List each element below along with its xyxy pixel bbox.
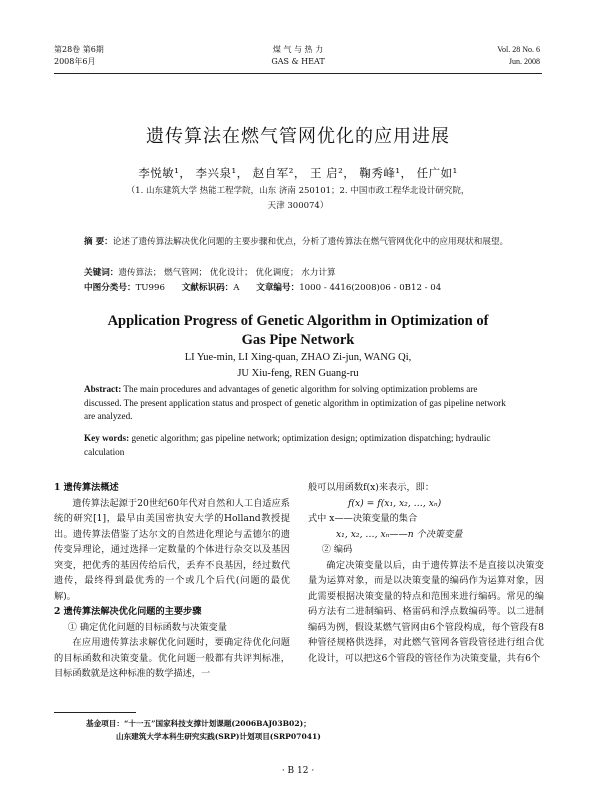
article-title-cn: 遗传算法在燃气管网优化的应用进展 <box>146 126 450 147</box>
right-paragraph-2: 确定决策变量以后，由于遗传算法不是直接以决策变量为运算对象，而是以决策变量的编码作为运算对象，因此需要根据决策变量的特点和范围来进行编码。常见的编码方法有二进制编码、格雷码和浮点数编码等。以二进制编码为例，假设某燃气管网由6个管段构成，每个管段有8种管径规格供选择，对此燃气管网各管段管径进行组合优化设计，可以把这6个管段的管径作为决策变量，共有6个 <box>308 559 544 664</box>
funding-note <box>86 717 546 743</box>
objective-formula: f(x) = f(x₁, x₂, …, xₙ) <box>348 497 442 509</box>
keywords-cn-label: 关键词： <box>84 268 119 278</box>
section-1-heading: 1 遗传算法概述 <box>54 482 119 493</box>
affiliation-line-2: 天津 300074） <box>267 201 329 211</box>
header-volume: 第28卷 第6期 <box>54 45 104 54</box>
classification-line <box>84 281 514 295</box>
affiliation-cn <box>0 184 596 214</box>
article-no-value: 1000 - 4416(2008)06 - 0B12 - 04 <box>299 283 442 293</box>
affiliation-line-1: （1. 山东建筑大学 热能工程学院，山东 济南 250101；2. 中国市政工程华北设计研究院， <box>126 186 470 196</box>
header-rule <box>54 73 542 74</box>
abstract-en <box>84 383 514 424</box>
keywords-en-text: genetic algorithm; gas pipeline network; optimization design; optimization dispatching; hydraulic calculation <box>84 433 491 457</box>
body-right-column <box>308 480 544 666</box>
doc-code-value: A <box>233 283 240 293</box>
funding-line-2: 山东建筑大学本科生研究实践(SRP)计划项目(SRP07041) <box>116 732 321 741</box>
header-date-cn: 2008年6月 <box>54 57 96 66</box>
authors-cn: 李悦敏¹， 李兴泉¹， 赵自军²， 王 启²， 鞠秀峰¹， 任广如¹ <box>138 166 458 180</box>
section-2-paragraph: 在应用遗传算法求解优化问题时，要确定待优化问题的目标函数和决策变量。优化问题一般都有共评判标准，目标函数就是这种标准的数学描述，一 <box>54 637 290 679</box>
authors-en-line-2: JU Xiu-feng, REN Guang-ru <box>237 368 359 379</box>
formula-where-line-2: x₁, x₂, …, xₙ——n 个决策变量 <box>336 528 463 540</box>
header-journal-cn: 煤 气 与 热 力 <box>272 45 324 54</box>
page-number: · B 12 · <box>281 766 315 776</box>
keywords-en <box>84 432 514 459</box>
step-1-heading: ① 确定优化问题的目标函数与决策变量 <box>67 621 227 633</box>
funding-line-1: 基金项目：“十一五”国家科技支撑计划课题(2006BAJ03B02)； <box>86 719 311 728</box>
abstract-cn-text: 论述了遗传算法解决优化问题的主要步骤和优点，分析了遗传算法在燃气管网优化中的应用现状和展望。 <box>112 237 509 247</box>
abstract-cn <box>84 235 514 249</box>
authors-en-line-1: LI Yue-min, LI Xing-quan, ZHAO Zi-jun, WANG Qi, <box>184 352 412 363</box>
header-date-en: Jun. 2008 <box>508 57 540 66</box>
right-paragraph-1: 般可以用函数f(x)来表示，即： <box>308 482 435 493</box>
abstract-en-label: Abstract: <box>84 384 122 394</box>
clc-value: TU996 <box>135 283 165 293</box>
body-left-column <box>54 480 290 682</box>
section-1-paragraph: 遗传算法起源于20世纪60年代对自然和人工自适应系统的研究[1]，最早由美国密执安大学的Holland教授提出。遗传算法借鉴了达尔文的自然进化理论与孟德尔的遗传变异理论，通过选择一定数量的个体进行杂交以及基因突变，把优秀的基因传给后代，丢弃不良基因，经过数代遗传，最终得到最优秀的一个或几个后代(问题的最优解)。 <box>54 497 290 602</box>
footnote-rule <box>54 712 136 713</box>
article-no-label: 文章编号： <box>256 283 300 293</box>
formula-where-line: 式中 x——决策变量的集合 <box>308 513 418 524</box>
keywords-cn-text: 遗传算法； 燃气管网； 优化设计； 优化调度； 水力计算 <box>118 268 336 278</box>
doc-code-label: 文献标识码： <box>181 283 234 293</box>
article-title-en <box>0 312 596 350</box>
clc-label: 中图分类号： <box>84 283 136 293</box>
step-2-heading: ② 编码 <box>321 544 353 555</box>
title-en-line-2: Gas Pipe Network <box>241 332 355 348</box>
header-journal-en: GAS & HEAT <box>271 57 325 66</box>
abstract-cn-label: 摘 要： <box>84 237 113 247</box>
authors-en <box>0 350 596 382</box>
title-en-line-1: Application Progress of Genetic Algorithm in Optimization of <box>107 313 489 329</box>
section-2-heading: 2 遗传算法解决优化问题的主要步骤 <box>54 606 202 617</box>
abstract-en-text: The main procedures and advantages of genetic algorithm for solving optimization problems are discussed. The present application status and prospect of genetic algorithm in optimization of gas pipeline network are analyzed. <box>84 384 506 421</box>
keywords-en-label: Key words: <box>84 433 130 443</box>
header-vol-en: Vol. 28 No. 6 <box>497 45 540 54</box>
journal-volume-en <box>497 44 540 68</box>
keywords-cn <box>84 266 514 280</box>
